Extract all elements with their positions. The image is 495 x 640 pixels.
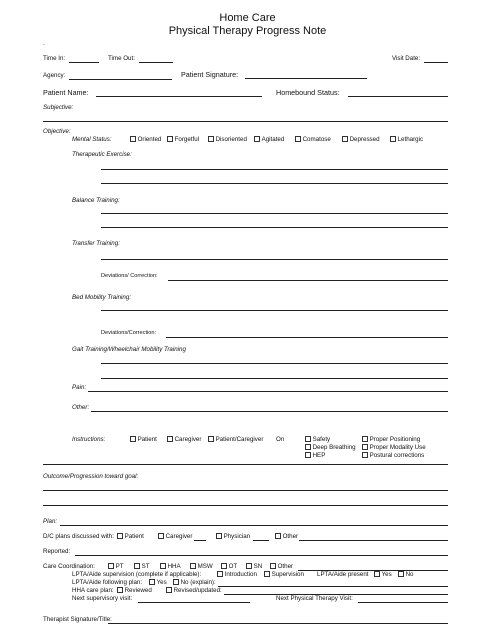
- supervision-introduction[interactable]: Introduction: [217, 571, 257, 578]
- bed-mobility-line[interactable]: [101, 310, 448, 311]
- lpta-present-yes[interactable]: Yes: [374, 571, 392, 578]
- instructions-label: Instructions:: [72, 436, 106, 443]
- visit-date-field[interactable]: [424, 62, 448, 63]
- plan-label: Plan:: [43, 518, 58, 525]
- subjective-line[interactable]: [43, 121, 448, 122]
- lpta-following-label: LPTA/Aide following plan:: [72, 579, 143, 586]
- patient-signature-field[interactable]: [245, 78, 367, 79]
- patient-name-field[interactable]: [96, 96, 262, 97]
- form-title: Home Care: [219, 12, 276, 24]
- next-supervisory-line[interactable]: [138, 602, 250, 603]
- cc-st[interactable]: ST: [134, 563, 150, 570]
- mental-forgetful[interactable]: Forgetful: [167, 136, 199, 143]
- mental-status-label: Mental Status:: [72, 136, 112, 143]
- dc-other[interactable]: Other: [275, 533, 298, 540]
- cc-ot[interactable]: OT: [221, 563, 237, 570]
- objective-divider: [43, 464, 448, 465]
- dc-patient[interactable]: Patient: [117, 533, 144, 540]
- therapeutic-exercise-label: Therapeutic Exercise:: [72, 151, 132, 158]
- dc-physician[interactable]: Physician: [216, 533, 250, 540]
- lpta-explain-line[interactable]: [218, 586, 448, 587]
- lpta-present-no[interactable]: No: [398, 571, 414, 578]
- mental-depressed[interactable]: Depressed: [342, 136, 380, 143]
- supervision-supervision[interactable]: Supervision: [264, 571, 304, 578]
- dc-plans-label: D/C plans discussed with:: [43, 533, 114, 540]
- homebound-status-field[interactable]: [348, 96, 448, 97]
- instructions-deep-breathing[interactable]: Deep Breathing: [305, 444, 356, 451]
- other-line[interactable]: [91, 411, 448, 412]
- mental-oriented[interactable]: Oriented: [130, 136, 161, 143]
- hha-revised[interactable]: Revised/updated:: [166, 587, 222, 594]
- visit-date-label: Visit Date:: [392, 55, 421, 62]
- mental-disoriented[interactable]: Disoriented: [208, 136, 247, 143]
- pain-label: Pain:: [72, 384, 87, 391]
- gait-training-label: Gait Training/Wheelchair Mobility Training: [72, 346, 186, 353]
- agency-label: Agency:: [43, 72, 66, 79]
- dc-other-line[interactable]: [299, 540, 448, 541]
- instructions-safety[interactable]: Safety: [305, 436, 330, 443]
- therapeutic-exercise-line-2[interactable]: [101, 183, 448, 184]
- homebound-status-label: Homebound Status:: [276, 88, 340, 97]
- next-supervisory-label: Next supervisory visit:: [72, 595, 133, 602]
- stray-dot: .: [43, 40, 45, 47]
- time-out-label: Time Out:: [108, 55, 135, 62]
- instructions-postural-corrections[interactable]: Postural corrections: [362, 452, 424, 459]
- patient-name-label: Patient Name:: [43, 88, 89, 97]
- instructions-hep[interactable]: HEP: [305, 452, 325, 459]
- cc-hha[interactable]: HHA: [160, 563, 181, 570]
- mental-agitated[interactable]: Agitated: [254, 136, 284, 143]
- next-pt-visit-label: Next Physical Therapy Visit:: [276, 595, 353, 602]
- balance-training-line-1[interactable]: [101, 213, 448, 214]
- pain-line[interactable]: [88, 391, 448, 392]
- therapist-signature-label: Therapist Signature/Title:: [43, 616, 112, 623]
- cc-msw[interactable]: MSW: [190, 563, 213, 570]
- transfer-training-label: Transfer Training:: [72, 240, 120, 247]
- lpta-supervision-label: LPTA/Aide supervision (complete if applicable):: [72, 571, 202, 578]
- outcome-line-1[interactable]: [43, 490, 448, 491]
- next-pt-visit-line[interactable]: [358, 602, 448, 603]
- dc-caregiver[interactable]: Caregiver: [158, 533, 192, 540]
- cc-other[interactable]: Other: [270, 563, 293, 570]
- dc-caregiver-line[interactable]: [194, 540, 206, 541]
- time-in-label: Time In:: [43, 55, 66, 62]
- reported-line[interactable]: [75, 555, 448, 556]
- subjective-label: Subjective:: [43, 104, 74, 111]
- gait-training-line-2[interactable]: [101, 378, 448, 379]
- other-label: Other:: [72, 404, 90, 411]
- gait-training-line-1[interactable]: [101, 363, 448, 364]
- cc-pt[interactable]: PT: [108, 563, 124, 570]
- lpta-following-yes[interactable]: Yes: [149, 579, 167, 586]
- outcome-label: Outcome/Progression toward goal:: [43, 473, 139, 480]
- therapeutic-exercise-line-1[interactable]: [101, 169, 448, 170]
- hha-reviewed[interactable]: Reviewed: [117, 587, 152, 594]
- therapist-signature-line[interactable]: [108, 623, 448, 624]
- transfer-training-line[interactable]: [101, 259, 448, 260]
- lpta-present-label: LPTA/Aide present: [317, 571, 369, 578]
- mental-comatose[interactable]: Comatose: [295, 136, 331, 143]
- balance-training-label: Balance Training:: [72, 197, 120, 204]
- instructions-on-label: On: [276, 436, 285, 443]
- care-coordination-label: Care Coordination:: [43, 563, 95, 570]
- instructions-proper-modality-use[interactable]: Proper Modality Use: [362, 444, 426, 451]
- agency-field[interactable]: [69, 79, 172, 80]
- instructions-patient[interactable]: Patient: [130, 436, 157, 443]
- dc-physician-line[interactable]: [253, 540, 269, 541]
- hha-care-plan-label: HHA care plan:: [72, 587, 114, 594]
- balance-training-line-2[interactable]: [101, 227, 448, 228]
- mental-lethargic[interactable]: Lethargic: [390, 136, 423, 143]
- deviations-correction-label-2: Deviations/Correction:: [101, 330, 157, 336]
- instructions-caregiver[interactable]: Caregiver: [167, 436, 201, 443]
- objective-label: Objective:: [43, 128, 71, 135]
- deviations-correction-line-1[interactable]: [168, 280, 448, 281]
- deviations-correction-label-1: Deviations/ Correction:: [101, 273, 158, 279]
- reported-label: Reported:: [43, 548, 71, 555]
- instructions-proper-positioning[interactable]: Proper Positioning: [362, 436, 420, 443]
- bed-mobility-label: Bed Mobility Training:: [72, 294, 132, 301]
- time-in-field[interactable]: [69, 62, 99, 63]
- instructions-patient-caregiver[interactable]: Patient/Caregiver: [208, 436, 263, 443]
- deviations-correction-line-2[interactable]: [166, 337, 448, 338]
- outcome-line-2[interactable]: [43, 505, 448, 506]
- lpta-following-no[interactable]: No (explain):: [173, 579, 216, 586]
- patient-signature-label: Patient Signature:: [181, 70, 239, 79]
- form-subtitle: Physical Therapy Progress Note: [168, 25, 327, 37]
- cc-sn[interactable]: SN: [246, 563, 262, 570]
- plan-line[interactable]: [60, 525, 448, 526]
- time-out-field[interactable]: [139, 62, 173, 63]
